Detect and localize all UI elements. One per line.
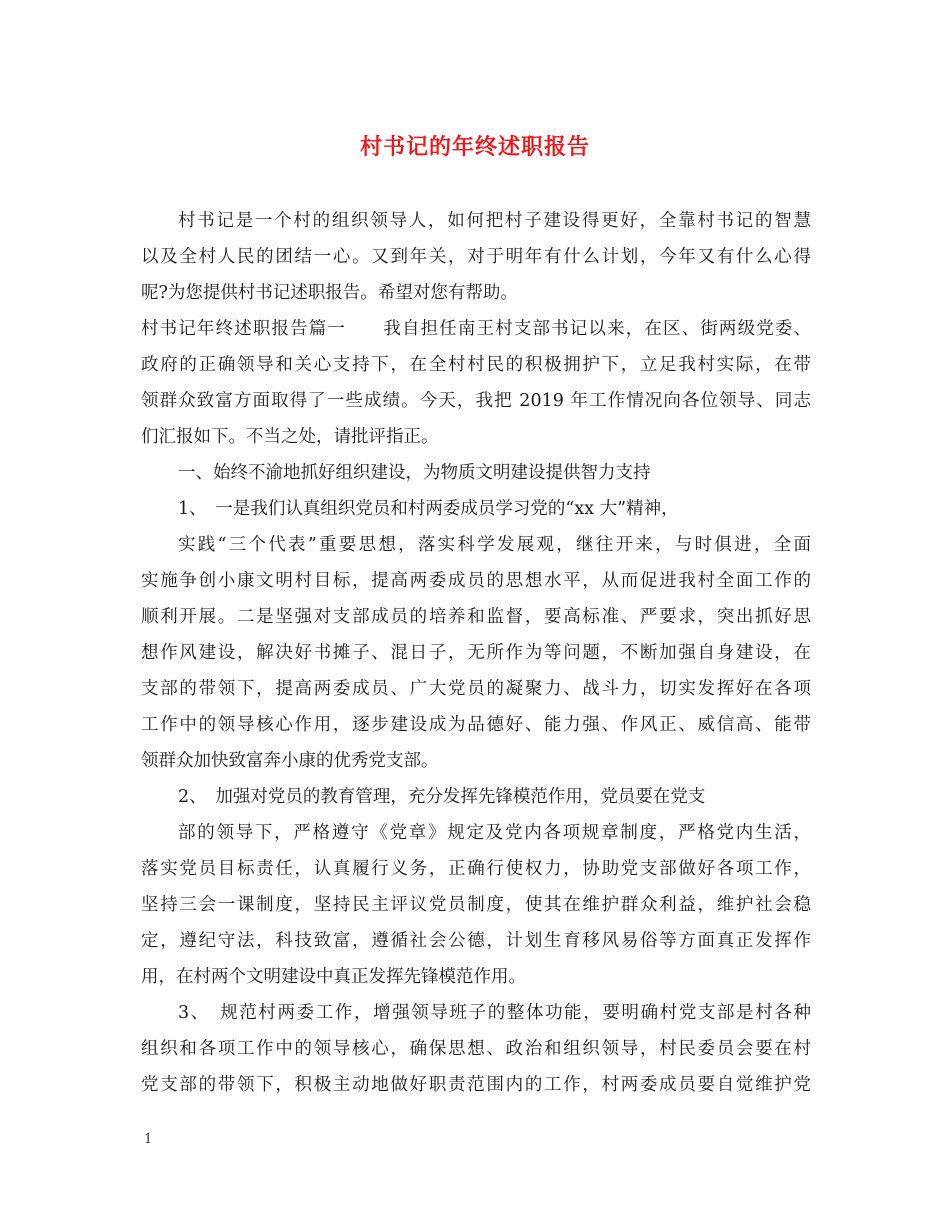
- body-line: 党支部的带领下，积极主动地做好职责范围内的工作，村两委成员要自觉维护党: [141, 1075, 811, 1095]
- body-line: 坚持三会一课制度，坚持民主评议党员制度，使其在维护群众利益，维护社会稳: [141, 895, 811, 915]
- body-line: 政府的正确领导和关心支持下，在全村村民的积极拥护下，立足我村实际，在带: [141, 355, 811, 375]
- document-title: 村书记的年终述职报告: [359, 134, 590, 160]
- page-number: 1: [144, 1132, 153, 1147]
- body-line: 组织和各项工作中的领导核心，确保思想、政治和组织领导，村民委员会要在村: [141, 1039, 811, 1059]
- body-line: 以及全村人民的团结一心。又到年关，对于明年有什么计划，今年又有什么心得: [141, 247, 811, 267]
- body-line: 2、 加强对党员的教育管理，充分发挥先锋模范作用，党员要在党支: [178, 787, 706, 807]
- document-body: [141, 203, 811, 1103]
- body-line: 3、 规范村两委工作，增强领导班子的整体功能，要明确村党支部是村各种: [178, 1003, 811, 1023]
- body-line: 村书记年终述职报告篇一 我自担任南王村支部书记以来，在区、街两级党委、: [141, 319, 811, 339]
- body-line: 实践“三个代表”重要思想，落实科学发展观，继往开来，与时俱进，全面: [178, 535, 811, 555]
- body-line: 们汇报如下。不当之处，请批评指正。: [141, 427, 439, 447]
- body-line: 用，在村两个文明建设中真正发挥先锋模范作用。: [141, 967, 526, 987]
- body-line: 支部的带领下，提高两委成员、广大党员的凝聚力、战斗力，切实发挥好在各项: [141, 679, 811, 699]
- body-line: 村书记是一个村的组织领导人，如何把村子建设得更好，全靠村书记的智慧: [178, 211, 811, 231]
- section-heading: 一、始终不渝地抓好组织建设，为物质文明建设提供智力支持: [178, 463, 651, 483]
- body-line: 1、 一是我们认真组织党员和村两委成员学习党的“xx 大”精神，: [178, 499, 679, 519]
- body-line: 顺利开展。二是坚强对支部成员的培养和监督，要高标准、严要求，突出抓好思: [141, 607, 811, 627]
- body-line: 定，遵纪守法，科技致富，遵循社会公德，计划生育移风易俗等方面真正发挥作: [141, 931, 811, 951]
- body-line: 领群众致富方面取得了一些成绩。今天，我把 2019 年工作情况向各位领导、同志: [141, 391, 811, 411]
- body-line: 实施争创小康文明村目标，提高两委成员的思想水平，从而促进我村全面工作的: [141, 571, 811, 591]
- body-line: 呢?为您提供村书记述职报告。希望对您有帮助。: [141, 283, 518, 303]
- body-line: 工作中的领导核心作用，逐步建设成为品德好、能力强、作风正、威信高、能带: [141, 715, 811, 735]
- body-line: 领群众加快致富奔小康的优秀党支部。: [141, 751, 439, 771]
- body-line: 部的领导下，严格遵守《党章》规定及党内各项规章制度，严格党内生活，: [178, 823, 811, 843]
- body-line: 落实党员目标责任，认真履行义务，正确行使权力，协助党支部做好各项工作，: [141, 859, 811, 879]
- body-line: 想作风建设，解决好书摊子、混日子，无所作为等问题，不断加强自身建设，在: [141, 643, 811, 663]
